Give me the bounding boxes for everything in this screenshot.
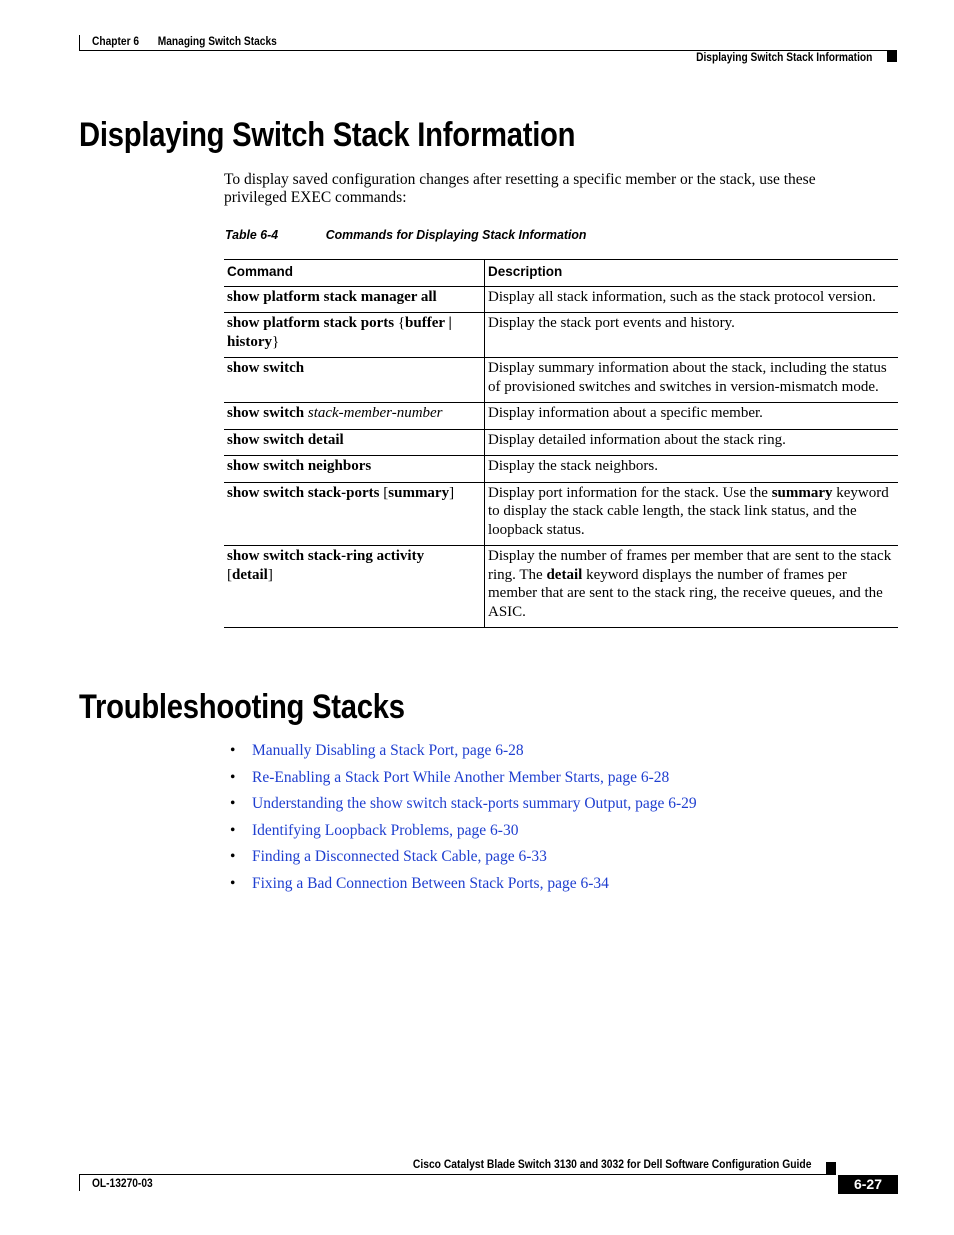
link-fixing-bad-connection[interactable]: Fixing a Bad Connection Between Stack Ports, page 6-34 — [252, 874, 609, 892]
description-cell: Display the stack neighbors. — [485, 456, 899, 483]
link-identifying-loopback-problems[interactable]: Identifying Loopback Problems, page 6-30 — [252, 821, 519, 839]
command-keyword: buffer — [405, 315, 445, 331]
description-keyword: summary — [771, 484, 833, 501]
section-heading-displaying-stack-info: Displaying Switch Stack Information — [79, 116, 576, 154]
command-text: show switch detail — [227, 431, 344, 448]
command-text: show switch — [227, 360, 305, 376]
description-text: keyword to display the stack cable length, the stack link status, and the loopback status. — [488, 484, 889, 538]
link-finding-disconnected-cable[interactable]: Finding a Disconnected Stack Cable, page 6-33 — [252, 848, 547, 866]
list-item — [230, 741, 697, 768]
bullet-glyph: • — [230, 821, 236, 839]
command-syntax: [ — [227, 566, 232, 583]
table-row — [224, 286, 898, 313]
list-item — [230, 768, 697, 795]
command-syntax: { — [394, 315, 406, 331]
list-item — [230, 821, 697, 848]
footer-rule — [79, 1174, 836, 1175]
description-cell: Display detailed information about the stack ring. — [485, 429, 899, 456]
command-cell — [224, 286, 485, 313]
command-keyword: detail — [232, 566, 268, 583]
description-text: keyword displays the number of frames per member that are sent to the stack ring, the receive queues, and the ASIC. — [488, 566, 883, 620]
command-cell — [224, 456, 485, 483]
footer-rule-vertical — [79, 1174, 80, 1191]
description-text: Display port information for the stack. Use the — [488, 484, 772, 501]
command-cell — [224, 429, 485, 456]
description-keyword: detail — [546, 566, 583, 583]
command-text: show platform stack manager all — [227, 288, 437, 305]
table-row — [224, 546, 898, 628]
column-header-command: Command — [224, 260, 485, 287]
command-cell — [224, 546, 485, 628]
running-header-section: Displaying Switch Stack Information — [695, 50, 872, 64]
column-header-description: Description — [485, 260, 899, 287]
list-item — [230, 794, 697, 821]
bullet-glyph: • — [230, 795, 236, 813]
commands-table — [224, 259, 898, 628]
list-item — [230, 874, 697, 901]
bullet-glyph: • — [230, 742, 236, 759]
command-text: show platform stack ports — [227, 315, 395, 331]
table-row — [224, 429, 898, 456]
command-text: show switch stack-ports — [227, 484, 380, 501]
troubleshooting-link-list — [230, 741, 697, 901]
command-text: show switch neighbors — [227, 458, 372, 474]
description-cell: Display summary information about the stack, including the status of provisioned switches and switches in version-mismatch mode. — [485, 358, 899, 403]
table-row — [224, 313, 898, 358]
header-rule-vertical — [79, 35, 80, 51]
bullet-glyph: • — [230, 768, 236, 786]
table-caption — [225, 227, 586, 242]
command-cell — [224, 482, 485, 546]
list-item — [230, 847, 697, 874]
description-text: Display the number of frames per member that are sent to the stack ring. The — [488, 548, 892, 583]
description-cell — [485, 482, 899, 546]
table-title: Commands for Displaying Stack Information — [325, 227, 587, 242]
table-header-row — [224, 260, 898, 287]
chapter-title: Managing Switch Stacks — [157, 34, 277, 48]
chapter-number: Chapter 6 — [92, 34, 140, 48]
table-row — [224, 456, 898, 483]
command-text: show switch stack-ring activity — [227, 548, 425, 564]
description-cell — [485, 546, 899, 628]
command-cell — [224, 313, 485, 358]
link-understanding-stack-ports-summary[interactable]: Understanding the show switch stack-ports summary Output, page 6-29 — [252, 795, 697, 813]
command-syntax: | — [444, 315, 452, 331]
header-marker-block — [887, 51, 897, 62]
command-syntax: ] — [449, 484, 455, 501]
running-header-chapter — [92, 34, 277, 48]
link-re-enabling-stack-port[interactable]: Re-Enabling a Stack Port While Another Member Starts, page 6-28 — [252, 768, 670, 786]
command-cell — [224, 403, 485, 430]
description-cell: Display all stack information, such as the stack protocol version. — [485, 286, 899, 313]
footer-doc-number: OL-13270-03 — [92, 1176, 153, 1190]
command-syntax: } — [272, 333, 280, 350]
bullet-glyph: • — [230, 848, 236, 866]
table-number: Table 6-4 — [225, 227, 279, 242]
command-argument: stack-member-number — [307, 405, 443, 421]
link-manually-disabling-stack-port[interactable]: Manually Disabling a Stack Port, page 6-28 — [252, 742, 524, 759]
table-row — [224, 482, 898, 546]
description-cell: Display the stack port events and history. — [485, 313, 899, 358]
intro-paragraph: To display saved configuration changes after resetting a specific member or the stack, use these privileged EXEC commands: — [224, 171, 816, 206]
bullet-glyph: • — [230, 874, 236, 892]
command-keyword: history — [227, 333, 272, 350]
command-syntax: [ — [379, 484, 389, 501]
command-cell — [224, 358, 485, 403]
table-row — [224, 403, 898, 430]
command-keyword: summary — [388, 484, 450, 501]
section-heading-troubleshooting-stacks: Troubleshooting Stacks — [79, 688, 405, 726]
description-cell: Display information about a specific member. — [485, 403, 899, 430]
command-syntax: ] — [267, 566, 273, 583]
page-number: 6-27 — [838, 1175, 898, 1194]
footer-guide-title: Cisco Catalyst Blade Switch 3130 and 3032 for Dell Software Configuration Guide — [412, 1157, 811, 1171]
command-text: show switch — [227, 405, 305, 421]
table-row — [224, 358, 898, 403]
